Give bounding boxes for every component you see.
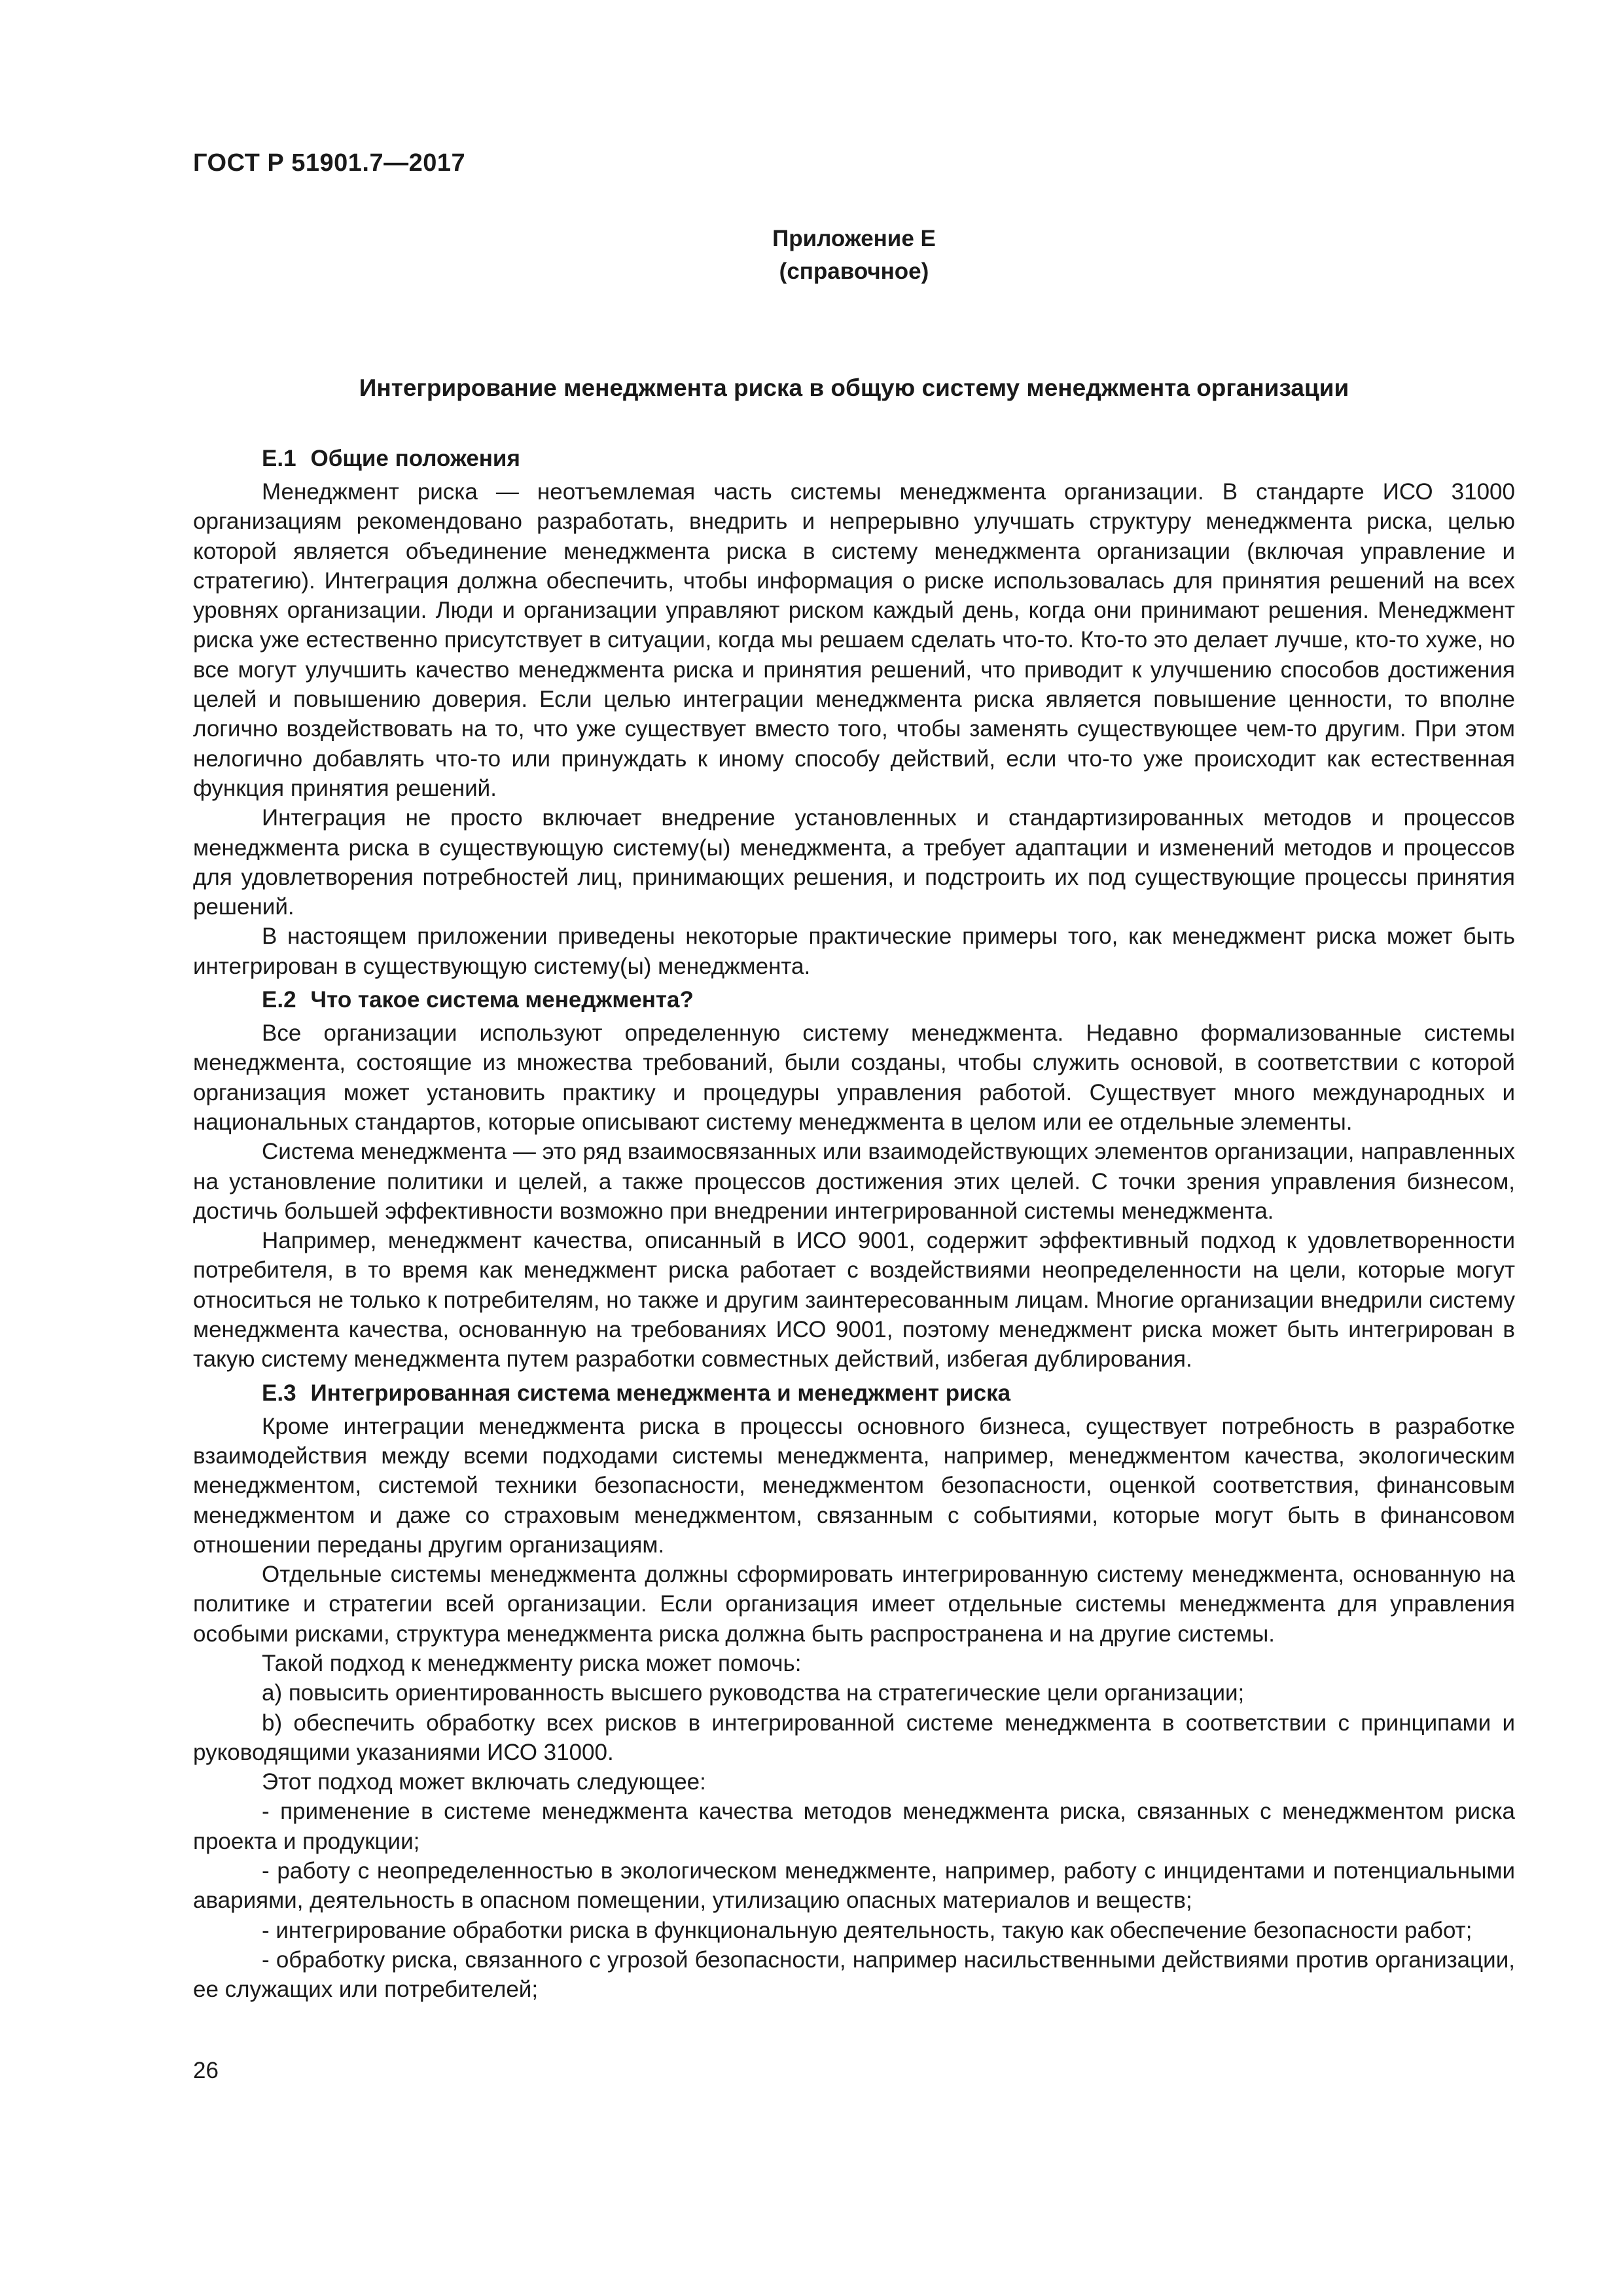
paragraph: Такой подход к менеджменту риска может помочь: [262, 1650, 802, 1676]
annex-label: Приложение Е [772, 226, 936, 251]
paragraph: Все организации используют определенную систему менеджмента. Недавно формализованные системы менеджмента, состоящие из множества требований, были созданы, чтобы служить основой, в соответствии с которой организация может установить практику и процедуры управления работой. Существует много международных и национальных стандартов, которые описывают систему менеджмента в целом или ее отдельные элементы. [193, 1020, 1515, 1135]
list-item: - применение в системе менеджмента качества методов менеджмента риска, связанных с менеджментом риска проекта и продукции; [193, 1799, 1515, 1854]
paragraph: В настоящем приложении приведены некоторые практические примеры того, как менеджмент риска может быть интегрирован в существующую систему(ы) менеджмента. [193, 924, 1515, 979]
paragraph: Кроме интеграции менеджмента риска в процессы основного бизнеса, существует потребность в разработке взаимодействия между всеми подходами системы менеджмента, например, менеджментом качества, экологическим менеджментом, системой техники безопасности, менеджментом безопасности, оценкой соответствия, финансовым менеджментом и даже со страховым менеджментом, связанным с событиями, которые могут быть в финансовом отношении переданы другим организациям. [193, 1413, 1515, 1558]
section-heading [193, 1374, 1515, 1412]
annex-heading [193, 223, 1515, 288]
paragraph: Менеджмент риска — неотъемлемая часть системы менеджмента организации. В стандарте ИСО 31000 организациям рекомендовано разработать, внедрить и непрерывно улучшать структуру менеджмента риска, целью которой является объединение менеджмента риска в систему менеджмента организации (включая управление и стратегию). Интеграция должна обеспечить, чтобы информация о риске использовалась для принятия решений на всех уровнях организации. Люди и организации управляют риском каждый день, когда они принимают решения. Менеджмент риска уже естественно присутствует в ситуации, когда мы решаем сделать что-то. Кто-то это делает лучше, кто-то хуже, но все могут улучшить качество менеджмента риска и принятия решений, что приводит к улучшению способов достижения целей и повышению доверия. Если целью интеграции менеджмента риска является повышение ценности, то вполне логично воздействовать на то, что уже существует вместо того, чтобы заменять существующее чем-то другим. При этом нелогично добавлять что-то или принуждать к иному способу действий, если что-то уже происходит как естественная функция принятия решений. [193, 479, 1515, 801]
paragraph: Например, менеджмент качества, описанный в ИСО 9001, содержит эффективный подход к удовлетворенности потребителя, в то время как менеджмент риска работает с воздействиями неопределенности на цели, которые могут относиться не только к потребителям, но также и другим заинтересованным лицам. Многие организации внедрили систему менеджмента качества, основанную на требованиях ИСО 9001, поэтому менеджмент риска может быть интегрирован в такую систему менеджмента путем разработки совместных действий, избегая дублирования. [193, 1228, 1515, 1372]
section-heading [193, 981, 1515, 1018]
section-number: Е.3 [262, 1380, 296, 1406]
document-body [193, 440, 1515, 2005]
section-title: Общие положения [310, 446, 520, 471]
list-item: - обработку риска, связанного с угрозой безопасности, например насильственными действиями против организации, ее служащих или потребителей; [193, 1946, 1515, 2003]
list-item: - интегрирование обработки риска в функциональную деятельность, такую как обеспечение безопасности работ; [262, 1917, 1472, 1943]
list-item: b) обеспечить обработку всех рисков в интегрированной системе менеджмента в соответствии с принципами и руководящими указаниями ИСО 31000. [193, 1710, 1515, 1765]
paragraph: Интеграция не просто включает внедрение установленных и стандартизированных методов и процессов менеджмента риска в существующую систему(ы) менеджмента, а требует адаптации и изменений методов и процессов для удовлетворения потребностей лиц, принимающих решения, и подстроить их под существующие процессы принятия решений. [193, 805, 1515, 920]
section-title: Интегрированная система менеджмента и менеджмент риска [310, 1380, 1011, 1406]
annex-title: Интегрирование менеджмента риска в общую систему менеджмента организации [359, 374, 1349, 401]
paragraph: Система менеджмента — это ряд взаимосвязанных или взаимодействующих элементов организации, направленных на установление политики и целей, а также процессов достижения этих целей. С точки зрения управления бизнесом, достичь большей эффективности возможно при внедрении интегрированной системы менеджмента. [193, 1139, 1515, 1224]
document-page [193, 0, 1515, 2296]
page-number: 26 [193, 2058, 219, 2083]
section-title: Что такое система менеджмента? [310, 987, 694, 1013]
list-item: a) повысить ориентированность высшего руководства на стратегические цели организации; [262, 1680, 1245, 1706]
annex-type: (справочное) [779, 259, 929, 284]
section-number: Е.1 [262, 446, 296, 471]
document-code: ГОСТ Р 51901.7—2017 [193, 149, 466, 177]
section-number: Е.2 [262, 987, 296, 1013]
paragraph: Этот подход может включать следующее: [262, 1769, 706, 1795]
paragraph: Отдельные системы менеджмента должны сформировать интегрированную систему менеджмента, основанную на политике и стратегии всей организации. Если организация имеет отдельные системы менеджмента для управления особыми рисками, структура менеджмента риска должна быть распространена и на другие системы. [193, 1562, 1515, 1647]
list-item: - работу с неопределенностью в экологическом менеджменте, например, работу с инцидентами и потенциальными авариями, деятельность в опасном помещении, утилизацию опасных материалов и веществ; [193, 1858, 1515, 1914]
section-heading [193, 440, 1515, 477]
